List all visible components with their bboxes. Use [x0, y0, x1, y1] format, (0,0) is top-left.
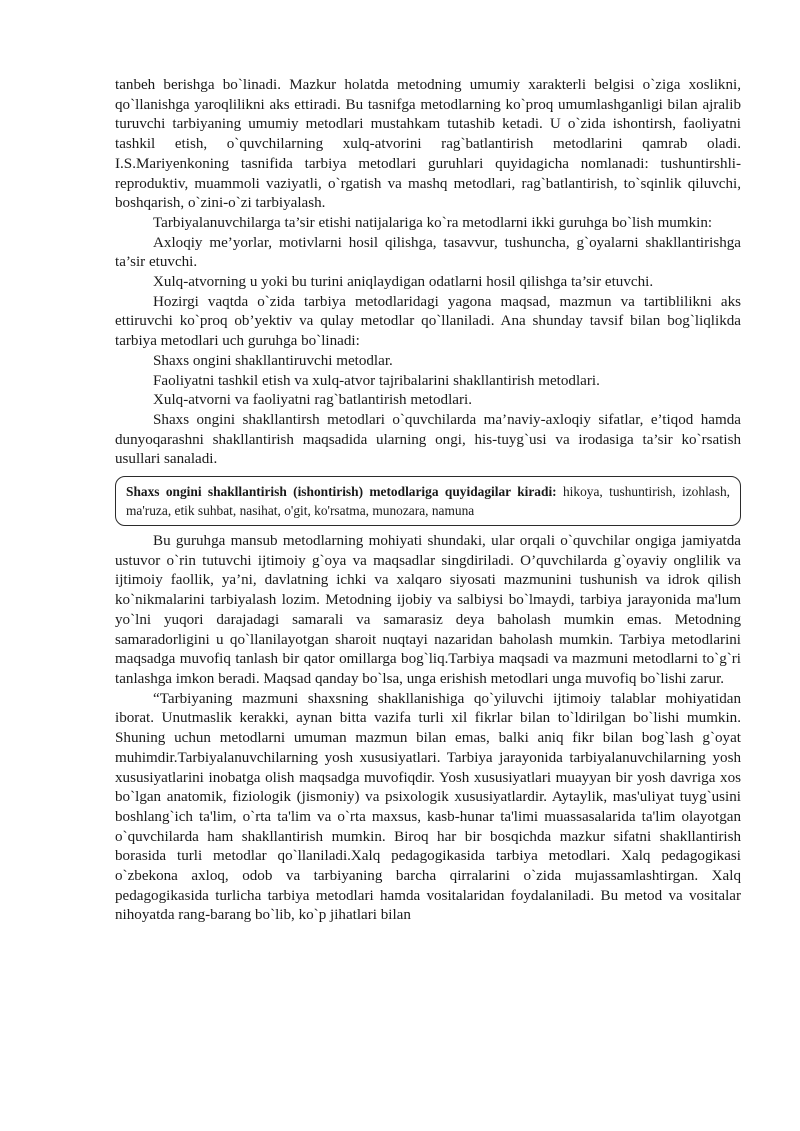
paragraph: Shaxs ongini shakllantirsh metodlari o`quvchilarda ma’naviy-axloqiy sifatlar, e’tiqod hamda dunyoqarashni shakllantirish maqsadida ularning ongi, his-tuyg`usi va irodasiga ta’sir ko`rsatish usullari sanaladi.: [115, 411, 741, 468]
paragraph: Tarbiyalanuvchilarga ta’sir etishi natijalariga ko`ra metodlarni ikki guruhga bo`lish mumkin:: [153, 214, 713, 231]
paragraph: Shaxs ongini shakllantiruvchi metodlar.: [153, 352, 393, 369]
paragraph: “Tarbiyaning mazmuni shaxsning shakllanishiga qo`yiluvchi ijtimoiy talablar mohiyatidan iborat. Unutmaslik kerakki, aynan bitta vazifa turli xil fikrlar bilan to`ldirilgan bo`lishi mumkin. Shuning uchun metodlarni umuman mazmun bilan emas, balki aniq fikr bilan bog`lash g`oyat muhimdir.Tarbiyalanuvchilarning yosh xususiyatlari. Tarbiya jarayonida tarbiyalanuvchilarning yosh xususiyatlarini inobatga olish maqsadga muvofiqdir. Yosh xususiyatlari muayyan bir yosh davriga xos bo`lgan anatomik, fiziologik (jismoniy) va psixologik xususiyatlardir. Aytaylik, mas'uliyat tuyg`usini boshlang`ich ta'lim, o`rta ta'lim va o`rta maxsus, kasb-hunar ta'limi muassasalarida ta'lim olayotgan o`quvchilarda ham shakllantirish mumkin. Biroq har bir bosqichda mazkur sifatni shakllantirish borasida turli metodlar qo`llaniladi.Xalq pedagogikasida tarbiya metodlari. Xalq pedagogikasi o`zbekona axloq, odob va tarbiyaning barcha qirralarini o`zida mujassamlashtirgan. Xalq pedagogikasida turlicha tarbiya metodlari hamda vositalaridan foydalaniladi. Bu metod va vositalar nihoyatda rang-barang bo`lib, ko`p jihatlari bilan: [115, 690, 741, 924]
paragraph: Axloqiy me’yorlar, motivlarni hosil qilishga, tasavvur, tushuncha, g`oyalarni shakllantirishga ta’sir etuvchi.: [115, 234, 741, 271]
paragraph: tanbeh berishga bo`linadi. Mazkur holatda metodning umumiy xarakterli belgisi o`ziga xoslikni, qo`llanishga yaroqlilikni aks ettiradi. Bu tasnifga metodlarning ko`proq umumlashganligi bilan ajralib turuvchi tarbiyaning umumiy metodlari mustahkam tutashib ketadi. U o`zida ishontirsh, faoliyatni tashkil etish, o`quvchilarning xulq-atvorini rag`batlantirish metodlarini qamrab oladi. I.S.Mariyenkoning tasnifida tarbiya metodlari guruhlari quyidagicha nomlanadi: tushuntirshli-reproduktiv, muammoli vaziyatli, o`rgatish va mashq metodlari, rag`batlantirish, to`sqinlik qiluvchi, boshqarish, o`zini-o`zi tarbiyalash.: [115, 77, 741, 212]
paragraph: Bu guruhga mansub metodlarning mohiyati shundaki, ular orqali o`quvchilar ongiga jamiyatda ustuvor o`rin tutuvchi ijtimoiy g`oya va maqsadlar singdiriladi. O’quvchilarda g`oyaviy onglilik va ijtimoiy faollik, ya’ni, davlatning ichki va xalqaro siyosati mazmunini tushunish va idrok qilish ko`nikmalarini tarbiyalash lozim. Metodning ijobiy va salbiysi bo`lmaydi, tarbiya jarayonida ma'lum yo`lni yuqori darajadagi samarali va samarasiz deya baholash mumkin emas. Metodning samaradorligini u qo`llanilayotgan sharoit nuqtayi nazaridan baholash mumkin. Tarbiya metodlarini maqsadga muvofiq tanlash bir qator omillarga bog`liq.Tarbiya maqsadi va mazmuni metodlarni to`g`ri tanlashga imkon beradi. Maqsad qanday bo`lsa, unga erishish metodlari unga muvofiq bo`lishi zarur.: [115, 533, 741, 687]
callout-box: [115, 476, 741, 526]
paragraph: Xulq-atvorni va faoliyatni rag`batlantirish metodlari.: [153, 392, 472, 409]
document-page: [115, 76, 741, 926]
callout-text: hikoya, tushuntirish, izohlash, ma'ruza, etik suhbat, nasihat, o'git, ko'rsatma, munozara, namuna: [126, 484, 730, 519]
paragraph: Hozirgi vaqtda o`zida tarbiya metodlaridagi yagona maqsad, mazmun va tartiblilikni aks ettiruvchi ko`proq ob’yektiv va qulay metodlar qo`llaniladi. Ana shunday tavsif bilan bog`liqlikda tarbiya metodlari uch guruhga bo`linadi:: [115, 293, 741, 350]
paragraph: Xulq-atvorning u yoki bu turini aniqlaydigan odatlarni hosil qilishga ta’sir etuvchi.: [153, 274, 654, 291]
paragraph: Faoliyatni tashkil etish va xulq-atvor tajribalarini shakllantirish metodlari.: [153, 372, 600, 389]
callout-heading: Shaxs ongini shakllantirish (ishontirish) metodlariga quyidagilar kiradi:: [126, 484, 557, 500]
